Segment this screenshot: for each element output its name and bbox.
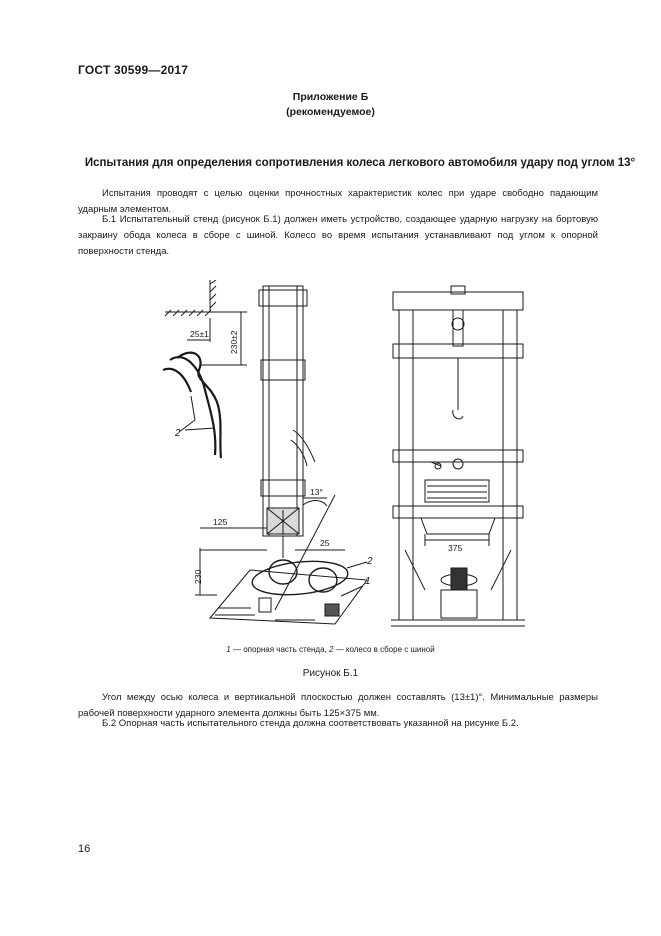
legend-number-2: 2 [328,645,334,654]
paragraph-intro: Испытания проводят с целью оценки прочностных характеристик колес при ударе свободно падающим ударным элементом. [78,188,598,215]
callout-2-rim: 2 [175,428,181,439]
dim-375: 375 [448,543,463,553]
legend-text-2: — колесо в сборе с шиной [333,645,435,654]
figure-caption: Рисунок Б.1 [302,668,359,679]
legend-number-1: 1 [226,645,231,654]
dim-230: 230 [193,569,203,584]
dim-25-1: 25±1 [190,329,209,339]
callout-1-support: 1 [365,576,371,587]
paragraph-angle: Угол между осью колеса и вертикальной плоскостью должен составлять (13±1)°. Минимальные размеры рабочей поверхности ударного элемента должны быть 125×375 мм. [78,692,598,719]
figure-legend [0,645,661,654]
standard-designation: ГОСТ 30599—2017 [78,63,189,77]
dim-230-2: 230±2 [229,330,239,354]
dim-13-deg: 13° [310,487,323,497]
paragraph-b2: Б.2 Опорная часть испытательного стенда должна соответствовать указанной на рисунке Б.2. [102,718,519,729]
figure-b1 [155,280,535,638]
appendix-status: (рекомендуемое) [286,106,375,118]
paragraph-b1: Б.1 Испытательный стенд (рисунок Б.1) должен иметь устройство, создающее ударную нагрузку на бортовую закраину обода колеса в сборе с шиной. Колесо во время испытания устанавливают под углом к опорной поверхности стенда. [78,214,598,257]
wall-hatch [165,280,216,316]
appendix-title: Приложение Б [292,91,369,103]
legend-text-1: — опорная часть стенда, [230,645,329,654]
section-title: Испытания для определения сопротивления колеса легкового автомобиля удару под углом 13° [84,157,636,169]
dim-125: 125 [213,517,228,527]
page-number: 16 [78,843,91,855]
callout-2-wheel: 2 [367,556,373,567]
dim-25: 25 [320,538,330,548]
